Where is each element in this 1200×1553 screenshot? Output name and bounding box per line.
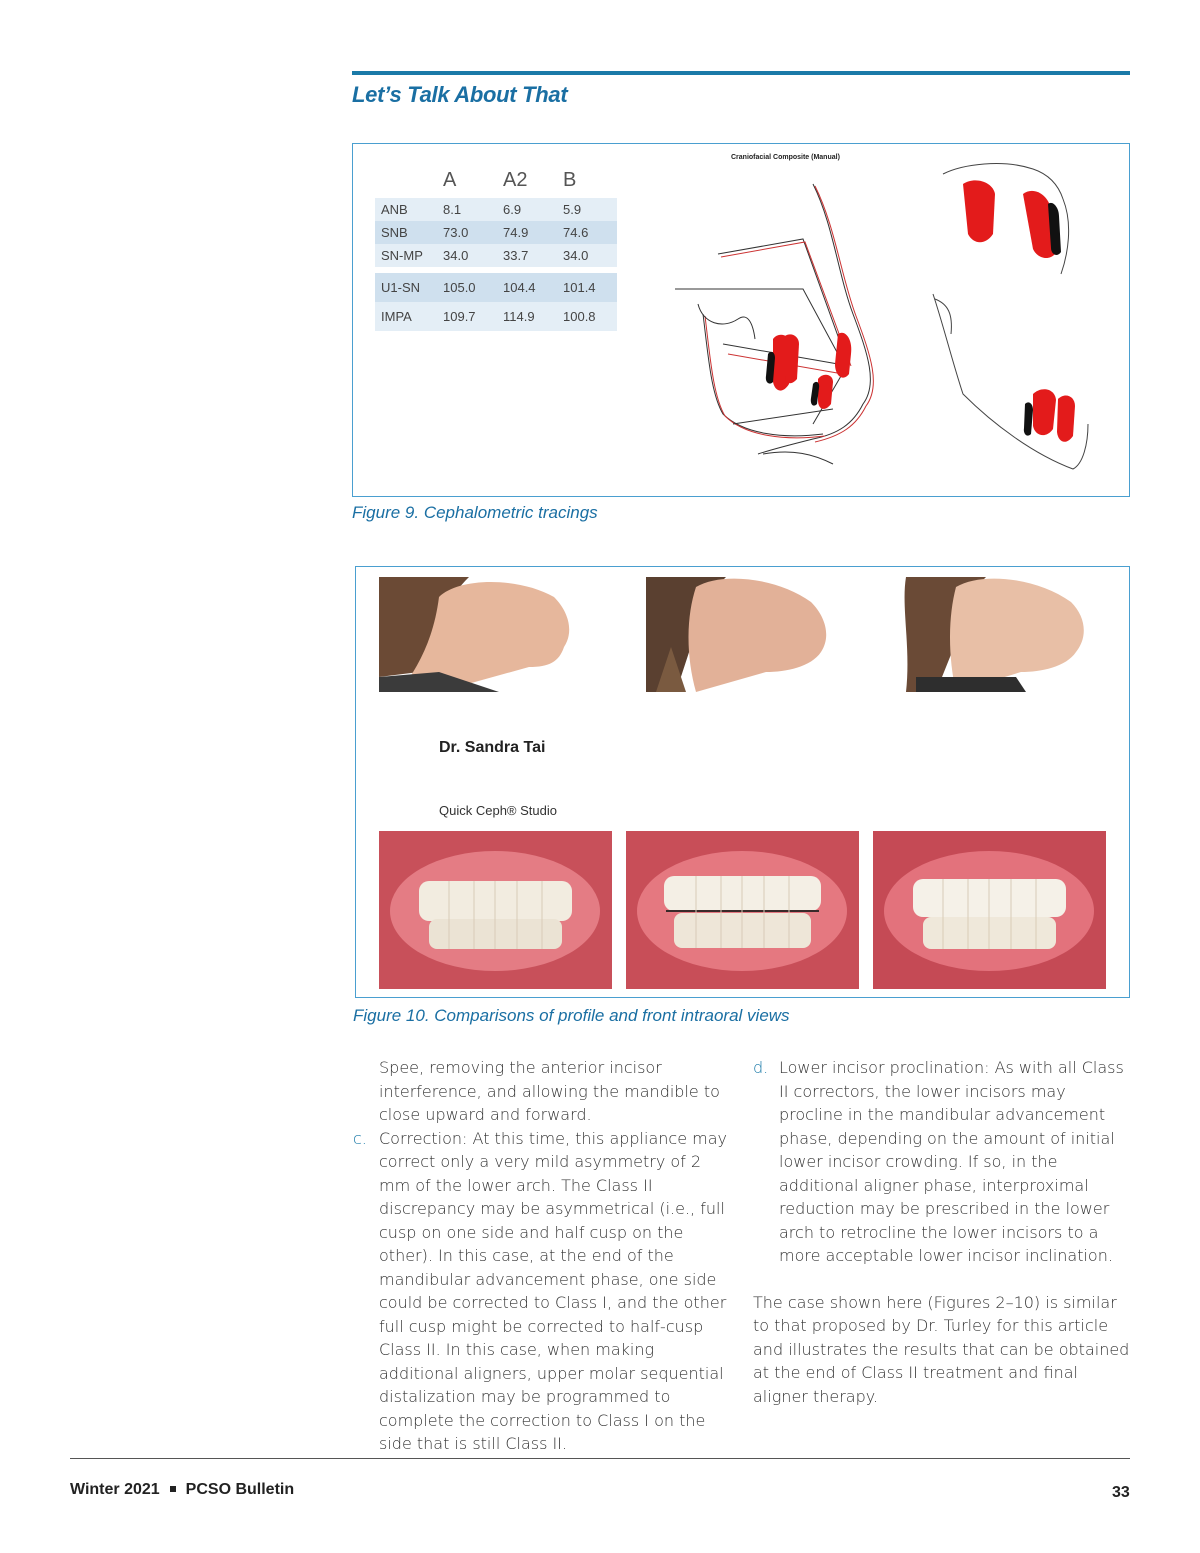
intraoral-photo-3 [873,831,1106,989]
table-cell: 105.0 [437,273,497,302]
table-cell: 74.6 [557,221,617,244]
table-cell: 34.0 [437,244,497,267]
table-cell: 109.7 [437,302,497,331]
figure-9-label: Figure 9. [352,503,420,522]
table-cell: IMPA [375,302,437,331]
footer-rule [70,1458,1130,1459]
table-cell: 34.0 [557,244,617,267]
intraoral-photo-2 [626,831,859,989]
table-cell: ANB [375,198,437,221]
figure-10-caption [353,1006,790,1026]
table-row [375,302,617,331]
profile-photo-3 [876,577,1096,692]
table-row [375,273,617,302]
table-header: A2 [503,168,528,191]
table-cell: U1-SN [375,273,437,302]
table-cell: 73.0 [437,221,497,244]
figure-9 [352,143,1130,497]
table-cell: 114.9 [497,302,557,331]
list-marker-c: c. [353,1128,367,1148]
table-cell: SNB [375,221,437,244]
list-item-d [753,1056,1131,1268]
table-row [375,244,617,267]
continued-paragraph: Spee, removing the anterior incisor interference, and allowing the mandible to close upward and forward. [379,1058,720,1124]
figure-10-label: Figure 10. [353,1006,430,1025]
table-cell: SN-MP [375,244,437,267]
table-cell: 104.4 [497,273,557,302]
cephalometric-table [375,164,617,331]
figure-9-caption [352,503,598,523]
square-bullet-icon [170,1486,176,1492]
table-cell: 100.8 [557,302,617,331]
footer-publication [70,1481,294,1499]
table-cell: 6.9 [497,198,557,221]
profile-photo-2 [626,577,841,692]
table-header-row [375,164,617,198]
table-cell: 101.4 [557,273,617,302]
table-cell: 8.1 [437,198,497,221]
table-header: B [563,168,577,191]
page-number: 33 [1112,1484,1130,1501]
header-rule [352,71,1130,75]
list-item-d-text: Lower incisor proclination: As with all Class II correctors, the lower incisors may procline in the mandibular advancement phase, depending on the amount of initial lower incisor crowding. If so, in the additional aligner phase, interproximal reduction may be prescribed in the lower arch to retrocline the lower incisors to a more acceptable lower incisor inclination. [779,1058,1124,1265]
intraoral-photo-1 [379,831,612,989]
right-column [753,1056,1131,1408]
table-header: A [443,168,457,191]
figure-10-text: Comparisons of profile and front intraoral views [434,1006,790,1025]
footer-season: Winter 2021 [70,1481,160,1498]
table-row [375,221,617,244]
software-label: Quick Ceph® Studio [439,803,557,818]
section-title: Let’s Talk About That [352,82,568,107]
composite-title: Craniofacial Composite (Manual) [731,154,840,161]
figure-9-text: Cephalometric tracings [423,503,598,522]
table-cell: 5.9 [557,198,617,221]
doctor-name: Dr. Sandra Tai [439,739,546,756]
list-item-c-text: Correction: At this time, this appliance may correct only a very mild asymmetry of 2 mm of the lower arch. The Class II discrepancy may be asymmetrical (i.e., full cusp on one side and half cusp on the other). In this case, at the end of the mandibular advancement phase, one side could be corrected to Class I, and the other full cusp might be corrected to half-cusp Class II. In this case, when making additional aligners, upper molar sequential distalization may be programmed to complete the correction to Class I on the side that is still Class II. [379,1128,727,1453]
list-item-c [353,1127,733,1456]
list-marker-d: d. [753,1058,769,1077]
footer-title: PCSO Bulletin [185,1481,295,1498]
closing-paragraph: The case shown here (Figures 2–10) is similar to that proposed by Dr. Turley for this article and illustrates the results that can be obtained at the end of Class II treatment and final aligner therapy. [753,1292,1130,1406]
profile-photo-1 [379,577,589,692]
table-cell: 74.9 [497,221,557,244]
table-row [375,198,617,221]
table-cell: 33.7 [497,244,557,267]
figure-10 [355,566,1130,998]
left-column [353,1056,733,1456]
table-header [375,164,437,198]
cephalometric-tracing [663,154,1123,489]
